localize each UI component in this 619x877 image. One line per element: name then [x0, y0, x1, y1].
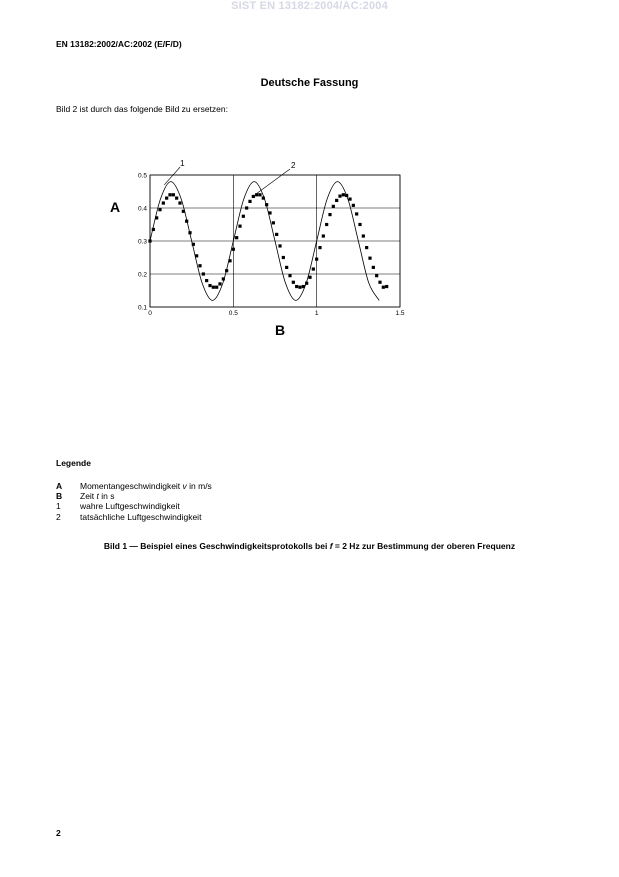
data-point [285, 266, 288, 269]
data-point [298, 286, 301, 289]
data-point [292, 281, 295, 284]
data-point [148, 239, 151, 242]
watermark: SIST EN 13182:2004/AC:2004 [231, 0, 388, 12]
data-point [168, 193, 171, 196]
data-point [265, 203, 268, 206]
legend-item-a [56, 481, 212, 491]
data-point [322, 234, 325, 237]
data-point [158, 208, 161, 211]
x-tick-label: 0 [148, 310, 152, 317]
data-point [208, 284, 211, 287]
data-point [348, 197, 351, 200]
data-point [335, 199, 338, 202]
legend-item-b [56, 491, 212, 501]
data-point [342, 193, 345, 196]
data-point [302, 285, 305, 288]
legend-title: Legende [56, 458, 91, 468]
data-point [252, 195, 255, 198]
data-point [275, 233, 278, 236]
x-axis-ticks [148, 310, 405, 317]
data-point [295, 285, 298, 288]
data-point [312, 267, 315, 270]
callout-leader-2 [255, 169, 290, 195]
data-point [248, 200, 251, 203]
x-tick-label: 0.5 [228, 310, 238, 317]
data-point [268, 211, 271, 214]
data-point [352, 204, 355, 207]
data-point [362, 234, 365, 237]
data-point [375, 274, 378, 277]
data-point [338, 195, 341, 198]
y-axis-label: A [110, 199, 121, 215]
y-tick-label: 0.1 [137, 304, 147, 312]
data-point [215, 286, 218, 289]
data-point [185, 220, 188, 223]
y-tick-label: 0.3 [137, 238, 147, 246]
data-point [282, 256, 285, 259]
page-number: 2 [56, 828, 61, 838]
data-point [308, 276, 311, 279]
y-tick-label: 0.5 [137, 172, 147, 180]
data-point [272, 221, 275, 224]
data-point [258, 193, 261, 196]
x-axis-label: B [274, 322, 286, 338]
data-point [378, 281, 381, 284]
data-point [152, 228, 155, 231]
legend-text: Momentangeschwindigkeit v in m/s [80, 481, 212, 491]
data-point [325, 223, 328, 226]
velocity-chart [100, 150, 420, 340]
legend [56, 481, 212, 522]
x-tick-label: 1 [314, 310, 319, 317]
legend-item-1 [56, 501, 212, 511]
data-point [365, 246, 368, 249]
callout-label-2: 2 [291, 161, 296, 170]
data-point [355, 212, 358, 215]
data-point [218, 282, 221, 285]
data-point [228, 259, 231, 262]
legend-key: 1 [56, 501, 61, 512]
data-point [182, 210, 185, 213]
y-axis-ticks [138, 173, 147, 312]
data-point [232, 248, 235, 251]
y-tick-label: 0.2 [137, 271, 147, 279]
legend-key: 2 [56, 511, 61, 522]
callout-label-1: 1 [180, 159, 185, 168]
legend-item-2 [56, 512, 212, 522]
data-point [222, 277, 225, 280]
data-point [202, 272, 205, 275]
data-point [305, 282, 308, 285]
data-point [318, 246, 321, 249]
x-tick-label: 1.5 [395, 310, 405, 317]
data-point [288, 274, 291, 277]
figure-caption: Bild 1 — Beispiel eines Geschwindigkeitsprotokolls bei f = 2 Hz zur Bestimmung der oberen Frequenz [103, 541, 516, 551]
data-point [332, 205, 335, 208]
data-point [372, 266, 375, 269]
data-point [225, 269, 228, 272]
document-id: EN 13182:2002/AC:2002 (E/F/D) [56, 39, 182, 49]
data-point [162, 201, 165, 204]
data-point [315, 258, 318, 261]
data-point [262, 197, 265, 200]
data-point [278, 244, 281, 247]
data-point [205, 279, 208, 282]
callouts [164, 159, 296, 195]
data-point [385, 285, 388, 288]
data-point [178, 201, 181, 204]
data-point [345, 194, 348, 197]
legend-text: wahre Luftgeschwindigkeit [80, 501, 180, 512]
data-point [245, 206, 248, 209]
data-point [358, 223, 361, 226]
data-point [172, 193, 175, 196]
section-title: Deutsche Fassung [260, 77, 359, 89]
data-point [238, 225, 241, 228]
legend-text: Zeit t in s [80, 491, 115, 502]
intro-text: Bild 2 ist durch das folgende Bild zu ersetzen: [56, 104, 228, 114]
data-point [175, 197, 178, 200]
data-point [188, 231, 191, 234]
data-point [242, 215, 245, 218]
legend-key: B [56, 491, 63, 502]
y-tick-label: 0.4 [137, 205, 147, 213]
legend-key: A [56, 481, 63, 491]
data-point [198, 264, 201, 267]
data-point [195, 254, 198, 257]
data-point [235, 236, 238, 239]
data-point [155, 216, 158, 219]
data-point [192, 243, 195, 246]
data-point [382, 286, 385, 289]
legend-text: tatsächliche Luftgeschwindigkeit [80, 511, 202, 522]
data-point [368, 257, 371, 260]
data-point [165, 197, 168, 200]
data-point [212, 286, 215, 289]
data-point [328, 213, 331, 216]
